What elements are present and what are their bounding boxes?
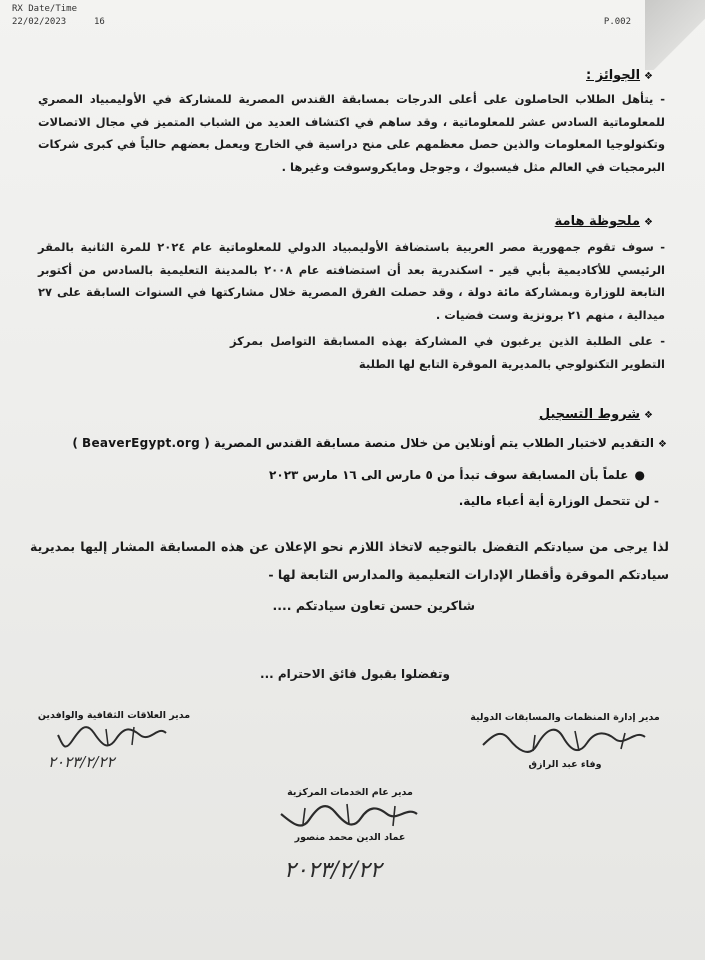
signatory-name: وفاء عبد الرازق bbox=[528, 759, 602, 770]
registration-online-line: ❖التقديم لاختبار الطلاب يتم أونلاين من خلال منصة مسابقة القندس المصرية ( BeaverEgypt.org ) bbox=[72, 436, 667, 450]
note-paragraph: - سوف تقوم جمهورية مصر العربية باستضافة الأوليمبياد الدولي للمعلوماتية عام ٢٠٢٤ للمرة الثانية بالمقر الرئيسي للأكاديمية بأبي قير - اسكندرية بعد أن استضافته عام ٢٠٠٨ بالمدينة التعليمية بالسادس من أكتوبر التابعة للوزارة وبمشاركة مائة دولة ، وقد حصلت الفرق المصرية خلال مشاركتها في السنوات السابقة على ٢٧ ميدالية ، منهم ٢١ برونزية وست فضيات . bbox=[38, 240, 665, 322]
diamond-bullet-icon: ❖ bbox=[658, 439, 667, 450]
handwritten-date-left: ٢٠٢٣/٢/٢٢ bbox=[48, 753, 115, 771]
round-bullet-icon: ● bbox=[634, 468, 645, 482]
signatory-name: عماد الدين محمد منصور bbox=[294, 832, 406, 843]
thanks-line: شاكرين حسن تعاون سيادتكم .... bbox=[272, 598, 475, 613]
fax-header-time: 16 bbox=[94, 17, 105, 27]
handwritten-date-center: ٢٠٢٣/٢/٢٢ bbox=[284, 858, 382, 883]
beaver-egypt-site: BeaverEgypt.org bbox=[82, 436, 201, 450]
signature-block-right bbox=[465, 712, 665, 770]
diamond-bullet-icon: ❖ bbox=[644, 71, 653, 82]
signature-block-left bbox=[34, 710, 194, 751]
signature-title: مدير إدارة المنظمات والمسابقات الدولية bbox=[470, 712, 660, 723]
registration-heading: ❖شروط التسجيل bbox=[538, 407, 653, 422]
awards-paragraph: - يتأهل الطلاب الحاصلون على أعلى الدرجات بمسابقة القندس المصرية للمشاركة في الأوليمبياد المصري للمعلوماتية السادس عشر للمعلوماتية ، وقد ساهم في اكتشاف العديد من الشباب المتميز في مجال الاتصالات وتكنولوجيا المعلومات والذين حصل معظمهم على منح دراسية في الخارج ويعمل بعضهم حالياً في كبرى شركات البرمجيات في العالم مثل فيسبوك ، وجوجل ومايكروسوفت وغيرها . bbox=[38, 92, 665, 174]
fax-page-number: P.002 bbox=[603, 17, 631, 27]
page-fold-corner bbox=[645, 0, 705, 70]
awards-heading: ❖الجوائز : bbox=[586, 68, 653, 83]
note-heading: ❖ملحوظة هامة bbox=[554, 214, 653, 229]
fax-header-label: RX Date/Time bbox=[12, 4, 78, 14]
signature-title: مدير العلاقات الثقافية والوافدين bbox=[37, 710, 191, 721]
handwritten-signature bbox=[475, 725, 655, 757]
registration-dates-line: ●علماً بأن المسابقة سوف تبدأ من ٥ مارس الى ١٦ مارس ٢٠٢٣ bbox=[269, 468, 645, 482]
request-paragraph: لذا يرجى من سيادتكم التفضل بالتوجيه لاتخاذ اللازم نحو الإعلان عن هذه المسابقة المشار إليها بمديرية سيادتكم الموقرة وأقطار الإدارات التعليمية والمدارس التابعة لها - bbox=[30, 539, 669, 582]
diamond-bullet-icon: ❖ bbox=[644, 217, 653, 228]
signature-block-center bbox=[250, 787, 450, 843]
note-paragraph-contact: - على الطلبة الذين يرغبون في المشاركة بهذه المسابقة التواصل بمركز التطوير التكنولوجي بالمديرية الموقرة التابع لها الطلبة bbox=[230, 334, 665, 371]
diamond-bullet-icon: ❖ bbox=[644, 410, 653, 421]
handwritten-signature bbox=[275, 800, 425, 830]
registration-fees-line: - لن تتحمل الوزارة أية أعباء مالية. bbox=[458, 494, 659, 508]
handwritten-signature bbox=[54, 723, 174, 749]
closing-line: وتفضلوا بقبول فائق الاحترام ... bbox=[260, 667, 450, 681]
signature-title: مدير عام الخدمات المركزية bbox=[287, 787, 413, 798]
fax-header-date: 22/02/2023 bbox=[12, 17, 67, 27]
